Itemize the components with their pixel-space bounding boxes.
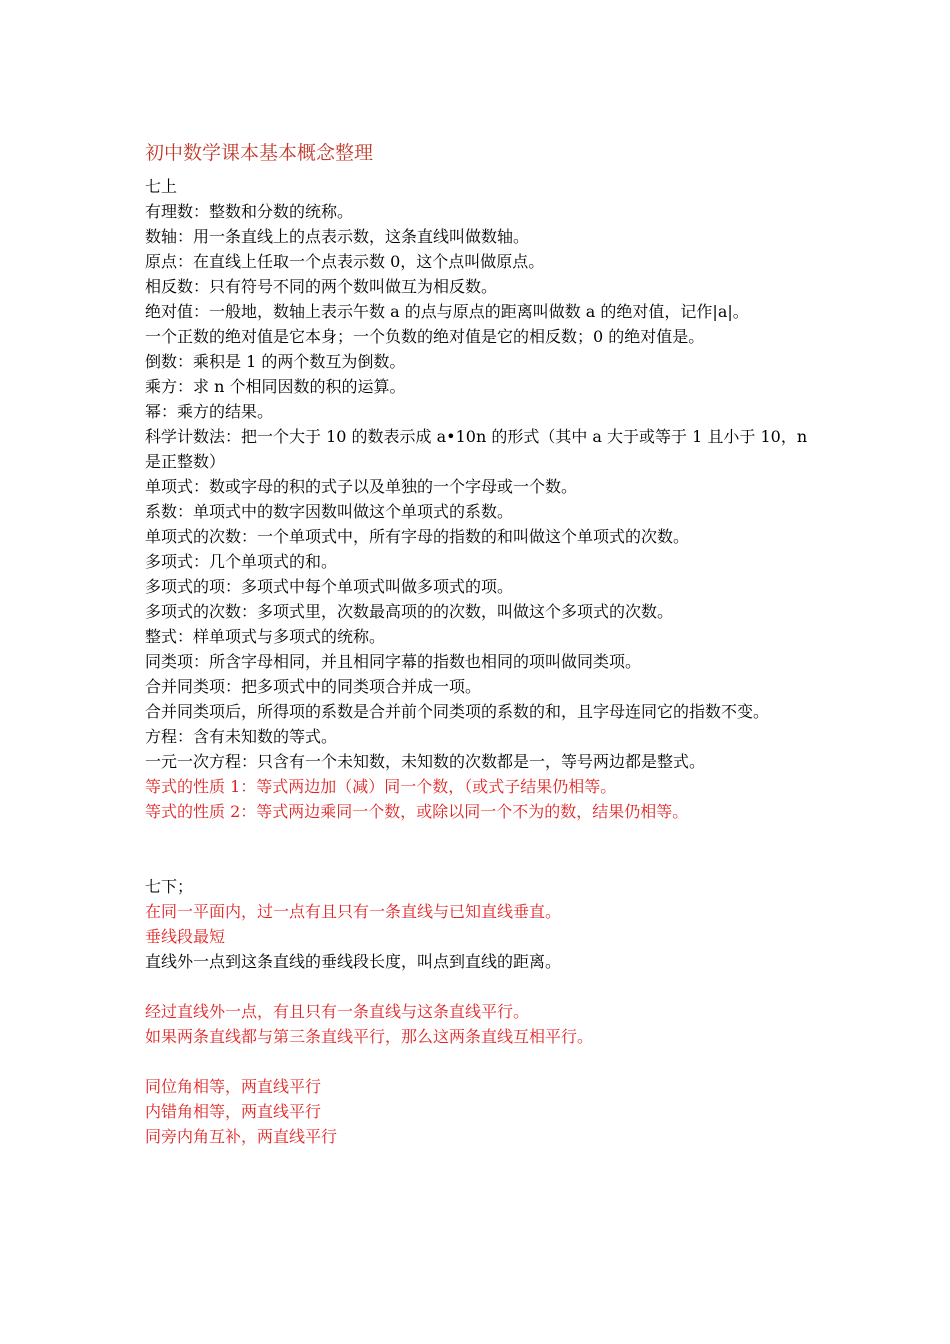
text-line: 整式：样单项式与多项式的统称。: [145, 627, 386, 646]
section-heading: 七上: [145, 177, 178, 196]
text-line: 单项式的次数：一个单项式中，所有字母的指数的和叫做这个单项式的次数。: [145, 527, 690, 546]
section-grade7-second: [145, 874, 813, 1149]
text-line: 一个正数的绝对值是它本身；一个负数的绝对值是它的相反数；0 的绝对值是。: [145, 327, 705, 346]
text-line: 单项式：数或字母的积的式子以及单独的一个字母或一个数。: [145, 477, 578, 496]
text-line: 绝对值：一般地，数轴上表示午数 a 的点与原点的距离叫做数 a 的绝对值，记作|a|。: [145, 302, 749, 321]
paragraph-gap: [145, 1049, 813, 1074]
text-line: 相反数：只有符号不同的两个数叫做互为相反数。: [145, 277, 498, 296]
document-page: [145, 136, 813, 1149]
text-line: 等式的性质 1：等式两边加（减）同一个数，（或式子结果仍相等。: [145, 777, 617, 796]
section-gap: [145, 824, 813, 874]
text-line: 乘方：求 n 个相同因数的积的运算。: [145, 377, 406, 396]
parallel-facts: [145, 999, 813, 1049]
text-line: 经过直线外一点，有且只有一条直线与这条直线平行。: [145, 1002, 530, 1021]
definition-list: [145, 199, 813, 824]
text-line: 等式的性质 2：等式两边乘同一个数，或除以同一个不为的数，结果仍相等。: [145, 802, 689, 821]
text-line: 系数：单项式中的数字因数叫做这个单项式的系数。: [145, 502, 514, 521]
section-heading: 七下；: [145, 877, 194, 896]
perpendicular-facts: [145, 899, 813, 974]
text-line: 方程：含有未知数的等式。: [145, 727, 338, 746]
text-line: 多项式的次数：多项式里，次数最高项的的次数，叫做这个多项式的次数。: [145, 602, 674, 621]
text-line: 原点：在直线上任取一个点表示数 0，这个点叫做原点。: [145, 252, 545, 271]
text-line: 合并同类项：把多项式中的同类项合并成一项。: [145, 677, 482, 696]
text-line: 多项式的项：多项式中每个单项式叫做多项式的项。: [145, 577, 514, 596]
document-title: 初中数学课本基本概念整理: [145, 142, 374, 164]
text-line: 合并同类项后，所得项的系数是合并前个同类项的系数的和，且字母连同它的指数不变。: [145, 702, 770, 721]
text-line: 内错角相等，两直线平行: [145, 1102, 322, 1121]
text-line: 数轴：用一条直线上的点表示数，这条直线叫做数轴。: [145, 227, 530, 246]
text-line: 多项式：几个单项式的和。: [145, 552, 338, 571]
text-line: 同位角相等，两直线平行: [145, 1077, 322, 1096]
paragraph-gap: [145, 974, 813, 999]
text-line: 同旁内角互补，两直线平行: [145, 1127, 338, 1146]
text-line: 直线外一点到这条直线的垂线段长度，叫点到直线的距离。: [145, 952, 562, 971]
text-line: 倒数：乘积是 1 的两个数互为倒数。: [145, 352, 406, 371]
text-line: 有理数：整数和分数的统称。: [145, 202, 354, 221]
text-line: 同类项：所含字母相同，并且相同字幕的指数也相同的项叫做同类项。: [145, 652, 642, 671]
text-line: 如果两条直线都与第三条直线平行，那么这两条直线互相平行。: [145, 1027, 594, 1046]
text-line: 幂：乘方的结果。: [145, 402, 274, 421]
text-line: 一元一次方程：只含有一个未知数，未知数的次数都是一，等号两边都是整式。: [145, 752, 706, 771]
text-line: 在同一平面内，过一点有且只有一条直线与已知直线垂直。: [145, 902, 562, 921]
section-grade7-first: [145, 174, 813, 824]
text-line: 科学计数法：把一个大于 10 的数表示成 a•10n 的形式（其中 a 大于或等于 1 且小于 10，n 是正整数）: [145, 427, 808, 471]
angle-facts: [145, 1074, 813, 1149]
text-line: 垂线段最短: [145, 927, 226, 946]
